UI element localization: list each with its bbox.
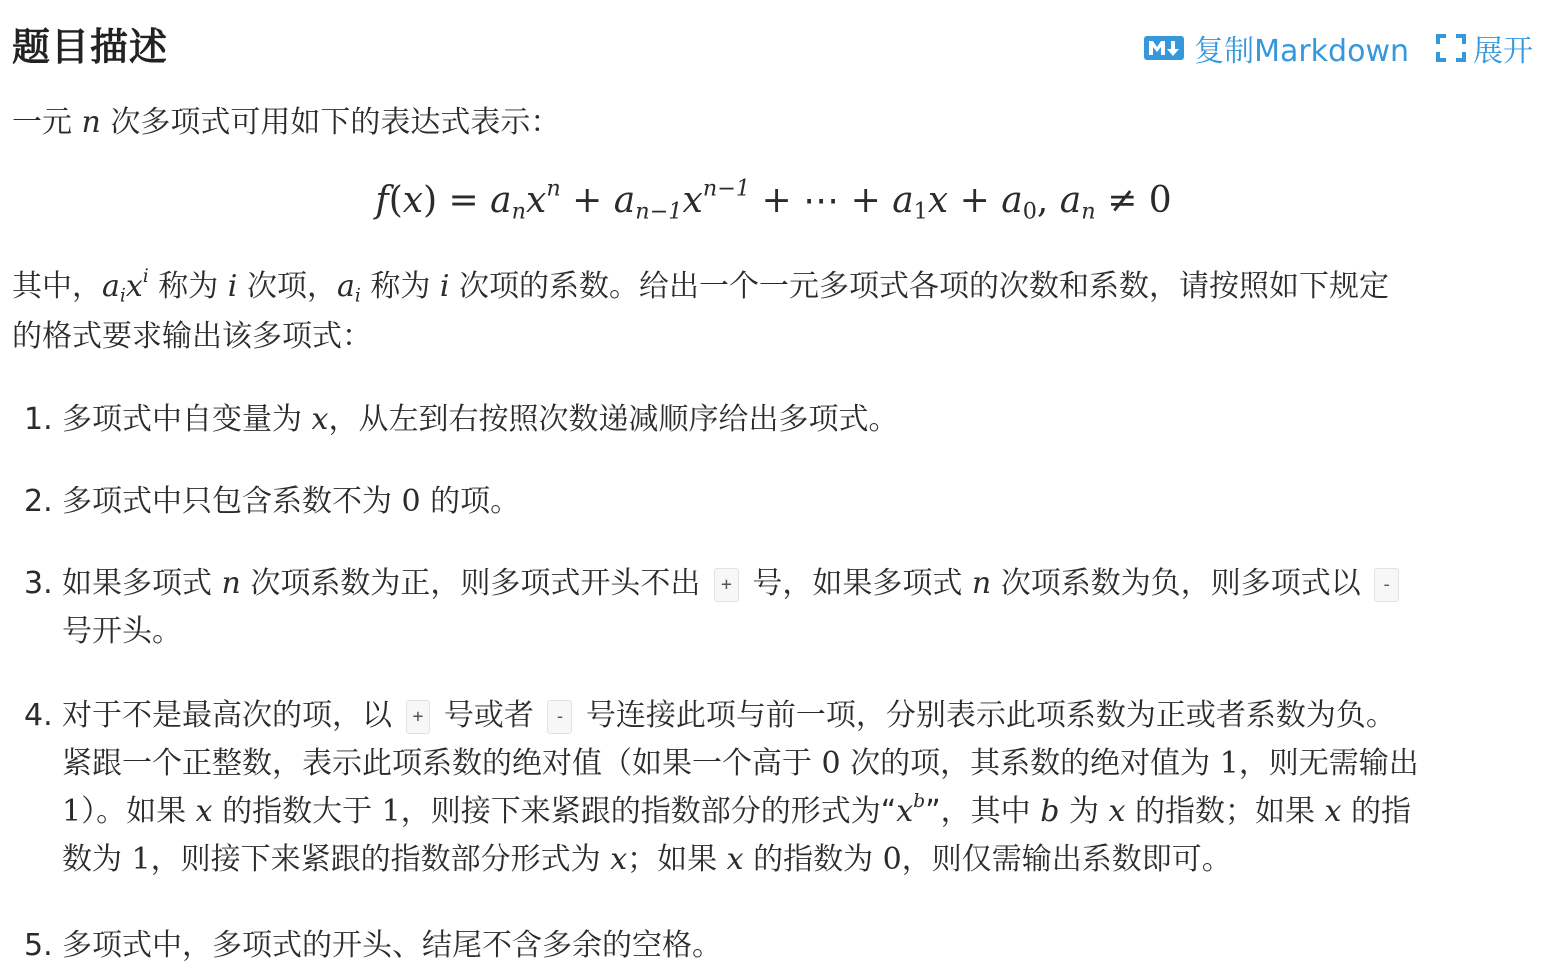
list-number: 5. [24,928,53,963]
text: 的指数；如果 [1125,794,1325,829]
math-b: b [1040,794,1060,829]
text: 次项的系数。给出一个一元多项式各项的次数和系数，请按照如下规定 [449,269,1390,304]
math-i: i [439,269,450,304]
text: 多项式中，多项式的开头、结尾不含多余的空格。 [62,928,722,963]
math-x: x [125,269,143,304]
math-equals: = [437,180,491,221]
math-subscript: n [511,198,527,225]
text: 紧跟一个正整数，表示此项系数的绝对值（如果一个高于 [62,746,822,781]
math-a: a [892,180,914,221]
text: 为 [1059,794,1109,829]
inline-code-minus: - [547,700,572,734]
text: 次的项，其系数的绝对值为 [840,746,1220,781]
text: 称为 [148,269,228,304]
text: ，从左到右按照次数递减顺序给出多项式。 [328,402,899,437]
list-number: 3. [24,566,53,601]
inline-code-minus: - [1374,568,1399,602]
text: 的项。 [420,484,521,519]
text: 号或者 [434,698,544,733]
text: 称为 [360,269,440,304]
section-header [12,12,1533,68]
text: 次项系数为负，则多项式以 [991,566,1371,601]
math-plus: + [948,180,1002,221]
text: 多项式中自变量为 [62,402,312,437]
line [62,836,1522,884]
math-x: x [726,842,744,877]
math-one: 1 [1219,746,1239,781]
polynomial-formula [0,176,1547,226]
text: ）。如果 [81,794,196,829]
math-x: x [311,402,329,437]
definition-paragraph [12,262,1527,362]
list-item-body [62,922,1522,970]
list-item-body [62,478,1522,526]
math-neq-zero: ≠ 0 [1095,180,1172,221]
text: 号连接此项与前一项，分别表示此项系数为正或者系数为负。 [576,698,1396,733]
math-n: n [221,566,241,601]
math-subscript: i [354,285,361,307]
math-x: x [402,180,424,221]
math-superscript: n−1 [702,175,751,202]
math-x: x [610,842,628,877]
math-zero: 0 [401,484,421,519]
math-zero: 0 [882,842,902,877]
line [62,560,1522,608]
math-x: x [682,180,703,221]
math-n: n [81,105,101,140]
math-one: 1 [131,842,151,877]
text: 多项式中只包含系数不为 [62,484,402,519]
text: 如果多项式 [62,566,222,601]
list-number: 2. [24,484,53,519]
math-paren: ) [423,180,438,221]
inline-code-plus: + [714,568,739,602]
math-one: 1 [381,794,401,829]
text: 对于不是最高次的项，以 [62,698,402,733]
intro-text: 一元 [12,105,82,140]
math-a: a [1059,180,1082,221]
math-x: x [927,180,949,221]
section-title: 题目描述 [12,25,169,69]
markdown-icon [1144,34,1184,62]
math-a: a [1001,180,1023,221]
math-x: x [896,794,914,829]
text: ，则无需输出 [1238,746,1419,781]
intro-paragraph [12,98,560,148]
math-subscript: n [1081,198,1096,225]
math-subscript: i [119,285,126,307]
math-one: 1 [62,794,82,829]
math-paren: ( [388,180,403,221]
definition-line-2: 的格式要求输出该多项式： [12,319,372,354]
expand-button[interactable] [1409,26,1533,70]
math-f: f [375,180,389,221]
math-superscript: b [913,791,926,813]
copy-markdown-button[interactable] [1144,26,1409,70]
math-a: a [102,269,120,304]
math-zero: 0 [821,746,841,781]
math-comma: , [1036,180,1060,221]
text: 次项， [237,269,337,304]
text: ，则接下来紧跟的指数部分形式为 [150,842,611,877]
math-a: a [613,180,636,221]
text: 号，如果多项式 [742,566,972,601]
text: 数为 [62,842,132,877]
math-x: x [195,794,213,829]
list-number: 4. [24,698,53,733]
line [62,740,1522,788]
line: 号开头。 [62,614,182,649]
line [62,692,1522,740]
math-superscript: n [546,175,561,202]
list-item-body [62,560,1522,656]
text: 的指数大于 [212,794,382,829]
math-x: x [1108,794,1126,829]
math-subscript: 0 [1022,198,1037,225]
text: 其中， [12,269,102,304]
intro-text: 次多项式可用如下的表达式表示： [100,105,561,140]
math-x: x [1324,794,1342,829]
math-i: i [227,269,238,304]
math-plus-ellipsis: + ⋯ + [750,180,893,221]
line [62,788,1522,836]
math-superscript: i [142,266,149,288]
math-a: a [336,269,355,304]
text: ，则仅需输出系数即可。 [901,842,1232,877]
math-a: a [490,180,512,221]
text: 的指数为 [743,842,883,877]
text: 的指 [1341,794,1411,829]
expand-label: 展开 [1473,34,1533,69]
math-plus: + [560,180,614,221]
copy-markdown-label: 复制Markdown [1194,34,1409,69]
header-actions [1144,26,1533,70]
text: ，则接下来紧跟的指数部分的形式为“ [400,794,897,829]
definition-line-1 [12,262,1527,312]
inline-code-plus: + [406,700,431,734]
math-n: n [971,566,992,601]
list-item-body [62,692,1522,884]
math-subscript: 1 [913,198,928,225]
expand-icon [1435,33,1467,63]
text: ”，其中 [925,794,1041,829]
list-number: 1. [24,402,53,437]
text: ；如果 [627,842,727,877]
math-subscript: n−1 [635,198,683,225]
math-x: x [526,180,547,221]
text: 次项系数为正，则多项式开头不出 [240,566,710,601]
list-item-body [62,396,1522,444]
